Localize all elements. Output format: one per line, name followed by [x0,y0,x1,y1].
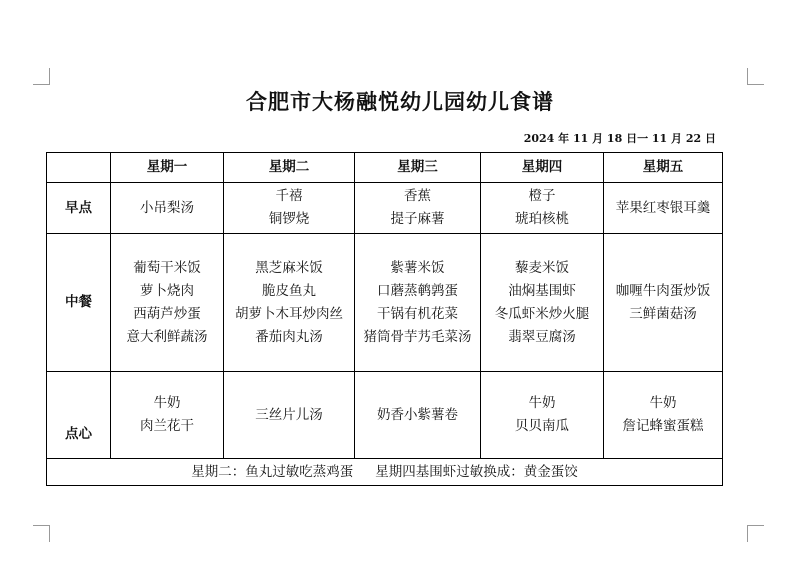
menu-cell [355,183,481,234]
day-header: 星期四 [481,153,604,183]
menu-table [46,152,723,486]
menu-item: 翡翠豆腐汤 [508,328,576,345]
menu-item: 意大利鲜蔬汤 [126,328,208,345]
menu-cell [111,183,224,234]
page-corner-mark [33,525,50,542]
menu-item: 琥珀核桃 [515,211,569,227]
allergy-note-row [47,459,723,486]
page-corner-mark [747,525,764,542]
day-header: 星期三 [355,153,481,183]
menu-item: 小吊梨汤 [140,199,194,216]
page-title: 合肥市大杨融悦幼儿园幼儿食谱 [246,89,554,114]
lunch-row [47,234,723,372]
menu-cell [355,234,481,372]
menu-item: 干锅有机花菜 [377,305,458,322]
corner-cell [47,153,111,183]
menu-item: 牛奶 [649,395,677,411]
day-header-row [47,153,723,183]
menu-cell [604,372,723,459]
menu-item: 牛奶 [153,395,181,411]
menu-cell [111,234,224,372]
allergy-note-text: 星期二：鱼丸过敏吃蒸鸡蛋 [191,463,354,480]
menu-cell [481,372,604,459]
date-range: 2024 年 11 月 18 日一 11 月 22 日 [523,132,716,145]
menu-item: 苹果红枣银耳羹 [615,199,711,216]
menu-item: 奶香小紫薯卷 [377,406,458,423]
day-header: 星期二 [224,153,355,183]
menu-cell [604,183,723,234]
menu-cell [224,183,355,234]
meal-label: 点心 [47,372,111,459]
menu-item: 胡萝卜木耳炒肉丝 [235,305,343,322]
menu-cell [224,234,355,372]
menu-item: 肉兰花干 [140,418,194,434]
menu-cell [481,183,604,234]
allergy-note [47,459,723,486]
page-corner-mark [747,68,764,85]
menu-item: 紫薯米饭 [390,259,445,276]
menu-item: 藜麦米饭 [515,259,569,276]
menu-item: 提子麻薯 [390,211,445,227]
menu-item: 橙子 [528,188,556,204]
menu-item: 千禧 [275,188,303,204]
menu-item: 詹记蜂蜜蛋糕 [622,418,704,434]
meal-label: 中餐 [47,234,111,372]
snack-row [47,372,723,459]
menu-item: 铜锣烧 [268,211,310,227]
menu-item: 萝卜烧肉 [140,282,194,299]
menu-cell [481,234,604,372]
menu-item: 西葫芦炒蛋 [133,305,201,322]
menu-item: 油焖基围虾 [508,282,576,299]
menu-cell [604,234,723,372]
menu-item: 脆皮鱼丸 [262,282,316,299]
menu-item: 猪筒骨芋艿毛菜汤 [363,328,472,345]
menu-cell [355,372,481,459]
menu-item: 三丝片儿汤 [255,406,323,423]
menu-cell [111,372,224,459]
menu-item: 黑芝麻米饭 [255,259,323,276]
menu-cell [224,372,355,459]
menu-item: 口蘑蒸鹌鹑蛋 [377,282,458,299]
breakfast-row [47,183,723,234]
menu-item: 牛奶 [528,395,556,411]
menu-item: 三鲜菌菇汤 [629,305,697,322]
menu-item: 香蕉 [404,188,431,204]
menu-item: 咖喱牛肉蛋炒饭 [615,282,711,299]
menu-item: 番茄肉丸汤 [255,328,323,345]
meal-label: 早点 [47,183,111,234]
day-header: 星期一 [111,153,224,183]
menu-item: 冬瓜虾米炒火腿 [494,305,590,322]
menu-item: 葡萄干米饭 [133,259,201,276]
menu-item: 贝贝南瓜 [515,418,569,434]
day-header: 星期五 [604,153,723,183]
page-corner-mark [33,68,50,85]
allergy-note-text: 星期四基围虾过敏换成：黄金蛋饺 [375,463,578,480]
